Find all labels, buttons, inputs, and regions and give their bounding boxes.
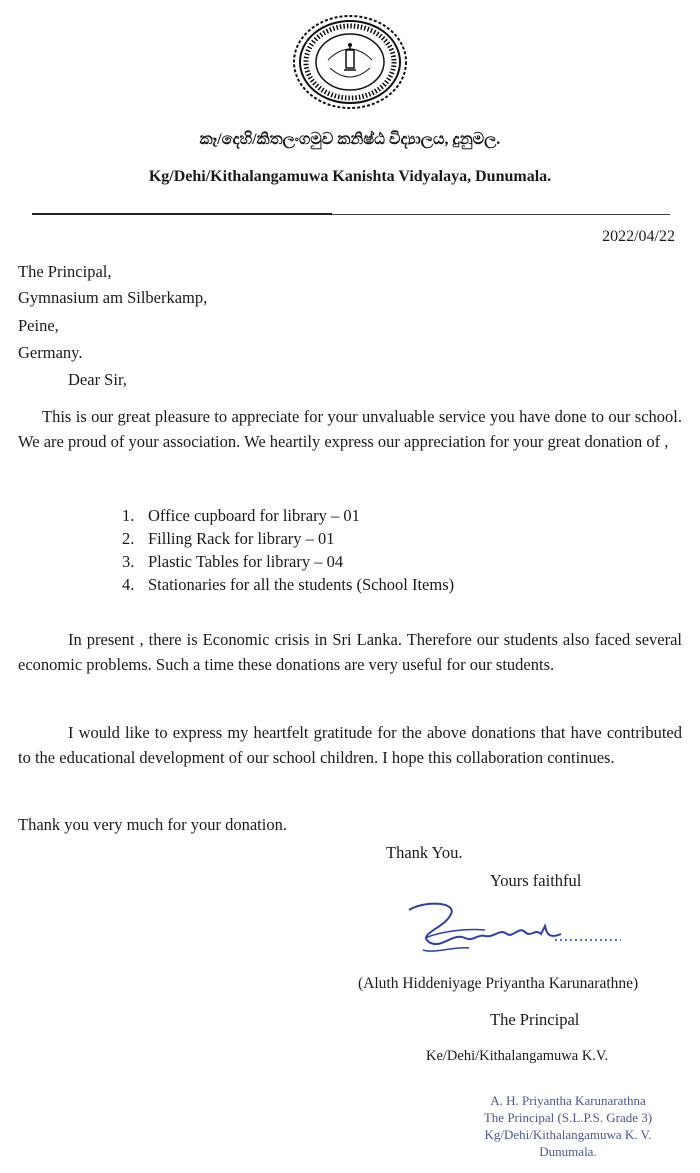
school-name-english: Kg/Dehi/Kithalangamuwa Kanishta Vidyalaya, Dunumala. xyxy=(148,168,552,185)
stamp-line: The Principal (S.L.P.S. Grade 3) xyxy=(483,1110,653,1125)
list-item: 2. Filling Rack for library – 01 xyxy=(122,529,335,548)
donation-list xyxy=(122,504,454,596)
list-item: 1. Office cupboard for library – 01 xyxy=(122,506,360,525)
salutation: Dear Sir, xyxy=(68,370,127,389)
signatory-school: Ke/Dehi/Kithalangamuwa K.V. xyxy=(426,1048,609,1064)
thanks-line: Thank you very much for your donation. xyxy=(18,815,287,834)
header-divider-thick xyxy=(32,213,332,215)
list-item: 4. Stationaries for all the students (School Items) xyxy=(122,575,455,594)
stamp-line: Kg/Dehi/Kithalangamuwa K. V. xyxy=(484,1127,652,1142)
recipient-line-1: The Principal, xyxy=(18,262,112,281)
header-divider-thin xyxy=(332,214,670,215)
stamp-line: A. H. Priyantha Karunarathna xyxy=(490,1093,646,1108)
recipient-line-3: Peine, xyxy=(18,316,59,335)
closing-yours-faithful: Yours faithful xyxy=(490,871,582,890)
body-paragraph-1: This is our great pleasure to appreciate for your unvaluable service you have done to our school. We are proud of your association. We heartily express our appreciation for your great donation of , xyxy=(18,407,682,451)
letter-date: 2022/04/22 xyxy=(602,228,675,245)
official-stamp xyxy=(452,1092,684,1168)
recipient-line-4: Germany. xyxy=(18,343,83,362)
stamp-line: Dunumala. xyxy=(539,1144,597,1159)
school-crest-logo xyxy=(290,12,410,112)
body-paragraph-2: In present , there is Economic crisis in Sri Lanka. Therefore our students also faced several economic problems. Such a time these donations are very useful for our students. xyxy=(18,630,682,674)
recipient-line-2: Gymnasium am Silberkamp, xyxy=(18,288,208,307)
signatory-title: The Principal xyxy=(490,1010,580,1029)
handwritten-signature xyxy=(395,898,635,968)
list-item: 3. Plastic Tables for library – 04 xyxy=(122,552,344,571)
body-paragraph-3: I would like to express my heartfelt gratitude for the above donations that have contributed to the educational development of our school children. I hope this collaboration continues. xyxy=(18,723,682,767)
closing-thanks: Thank You. xyxy=(386,843,463,862)
signatory-name: (Aluth Hiddeniyage Priyantha Karunarathne) xyxy=(358,975,639,992)
school-name-sinhala: කෑ/දෙහි/කිතලංගමුව කනිෂ්ඨ විද්‍යාලය, දුනුමල. xyxy=(199,131,501,148)
